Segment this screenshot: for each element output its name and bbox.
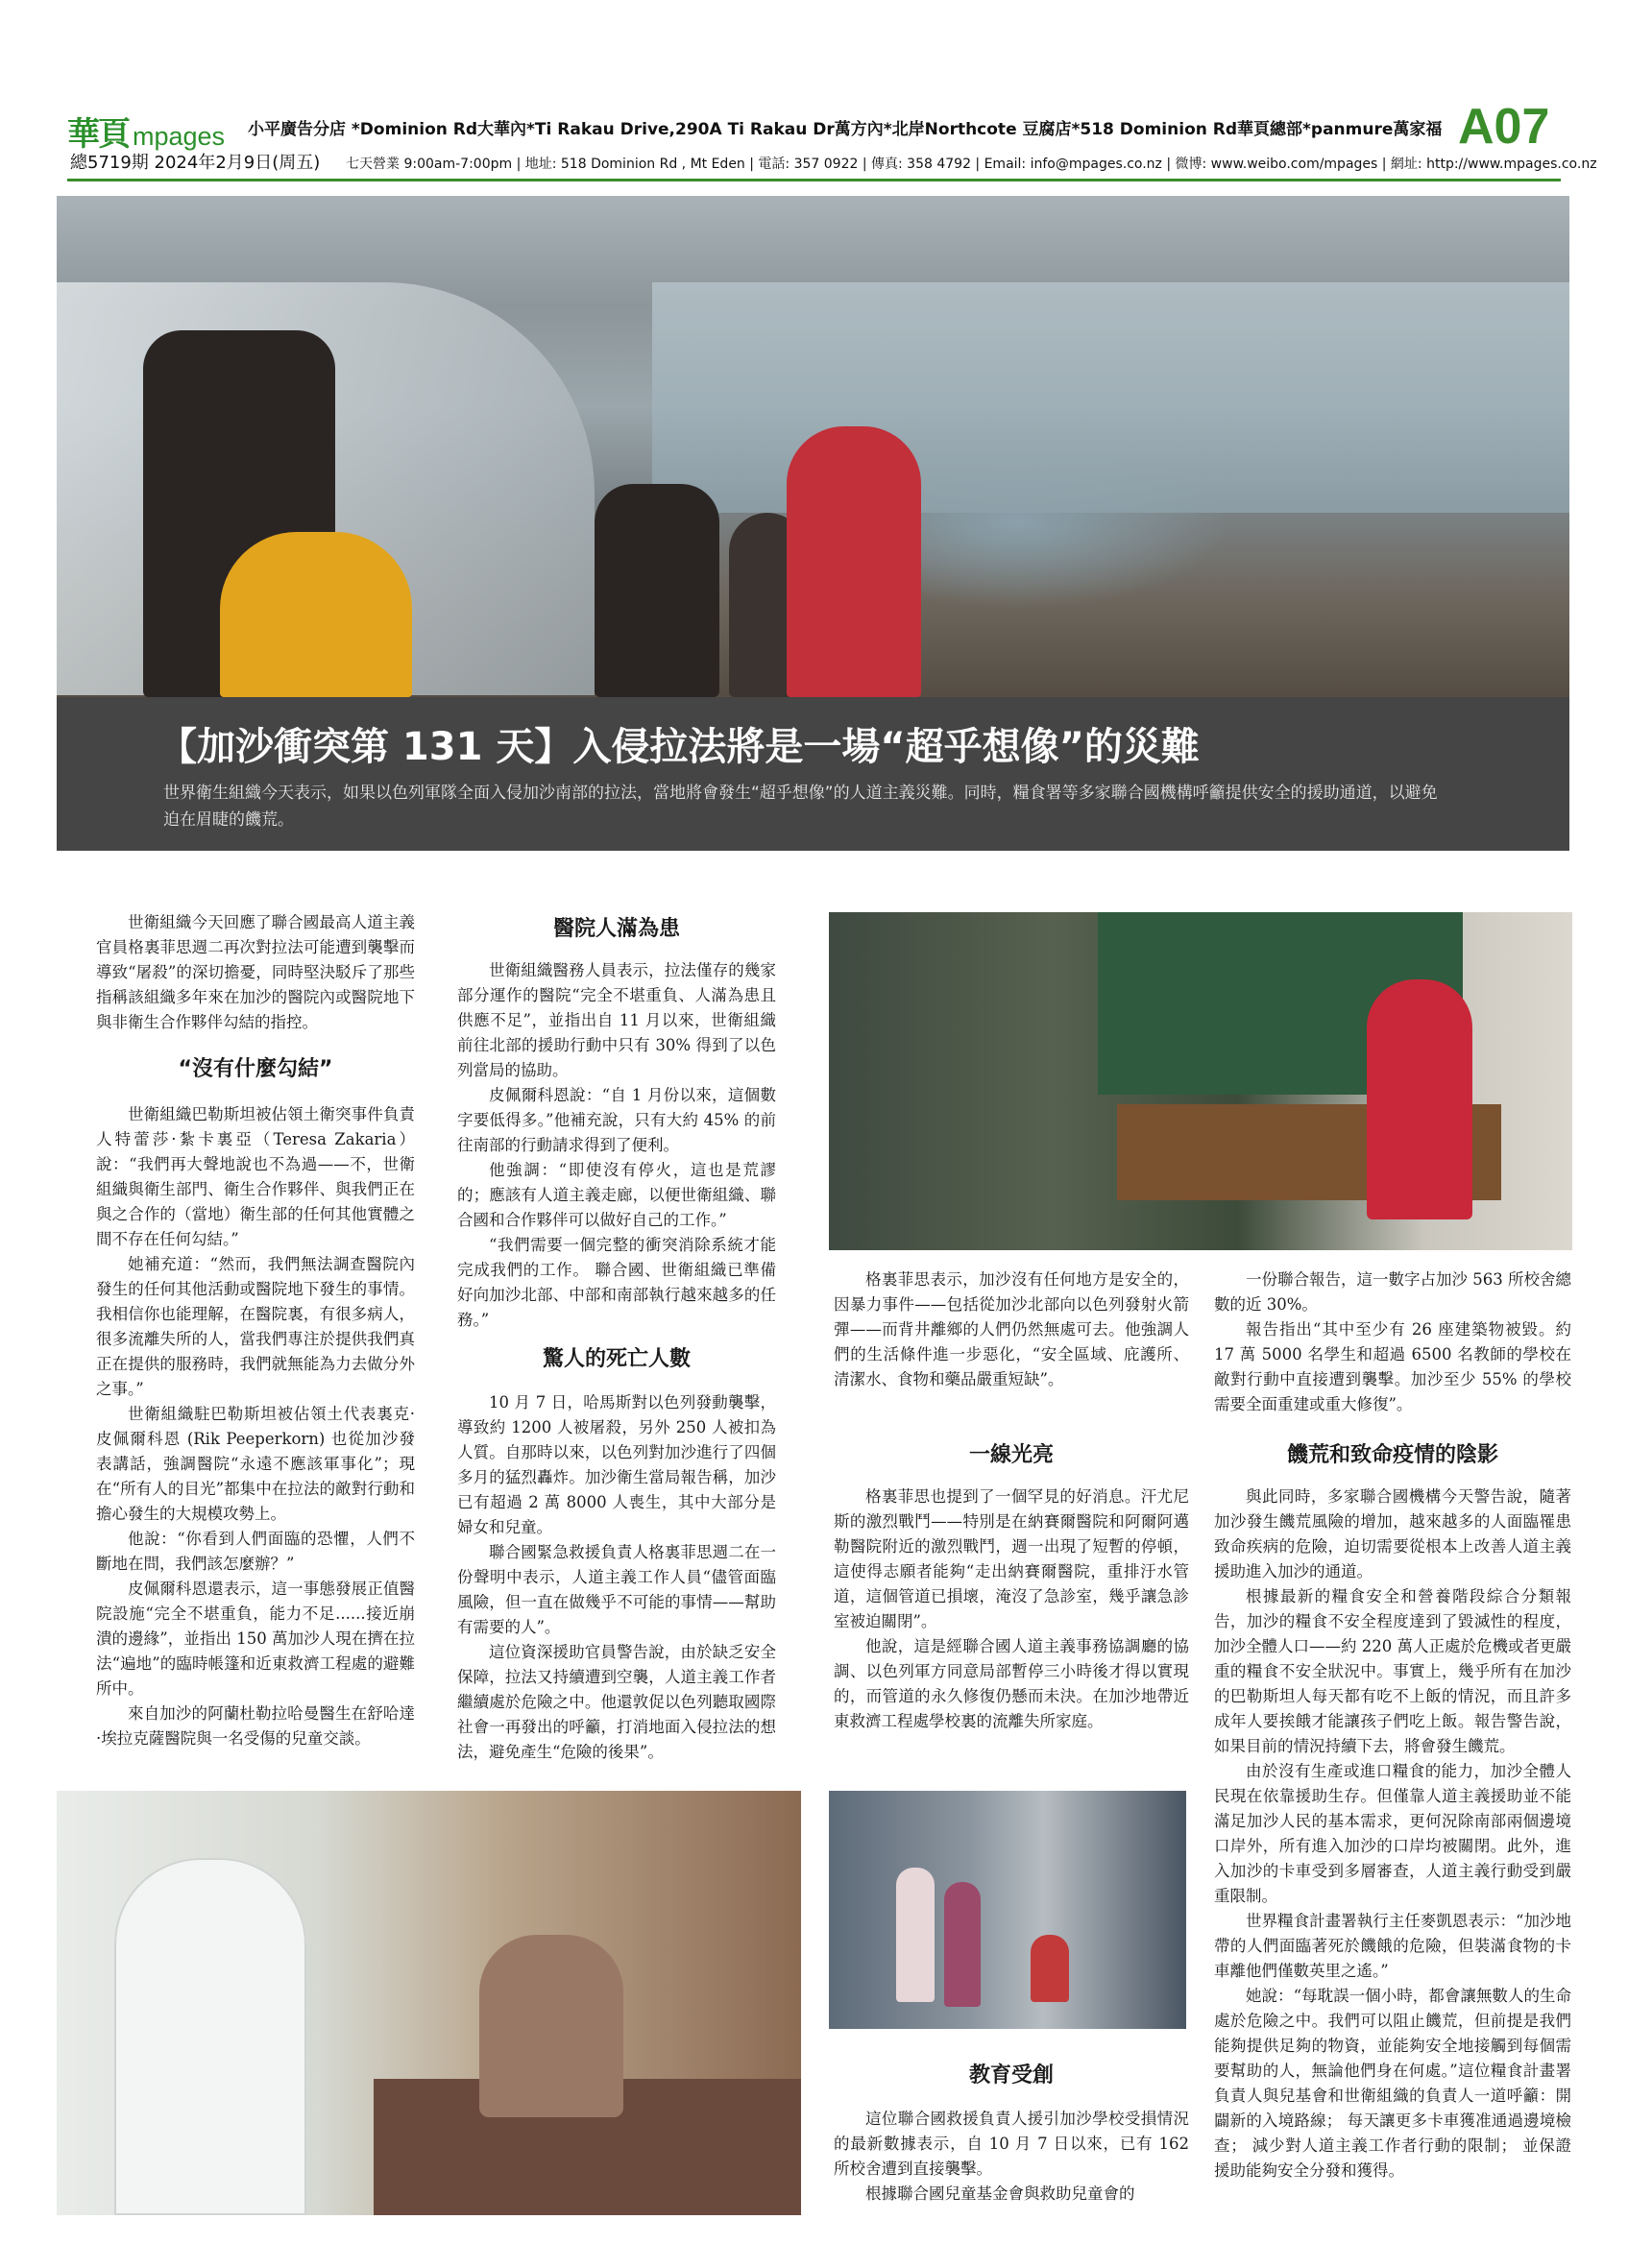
masthead-rule — [67, 179, 1561, 181]
paragraph: 她說：“每耽誤一個小時，都會讓無數人的生命處於危險之中。我們可以阻止饑荒，但前提是我們能夠提供足夠的物資，並能夠安全地接觸到每個需要幫助的人，無論他們身在何處。”這位糧食計畫署負責人與兒基會和世衛組織的負責人一道呼籲：開闢新的入境路線； 每天讓更多卡車獲准通過邊境檢查； 減少對人道主義工作者行動的限制； 並保證援助能夠安全分發和獲得。 — [1214, 1987, 1571, 2180]
paragraph: 他說，這是經聯合國人道主義事務協調廳的協調、以色列軍方同意局部暫停三小時後才得以實現的，而管道的永久修復仍懸而未決。在加沙地帶近東救濟工程處學校裏的流離失所家庭。 — [834, 1637, 1189, 1730]
figure-girl-red — [787, 426, 921, 697]
paragraph: 報告指出“其中至少有 26 座建築物被毀。約 17 萬 5000 名學生和超過 6500 名教師的學校在敵對行動中直接遭到襲擊。加沙至少 55% 的學校需要全面重建或重大修復”。 — [1214, 1320, 1571, 1413]
subheading-hospitals: 醫院人滿為患 — [552, 917, 680, 941]
hero-photo-camp-children — [57, 196, 1569, 697]
paragraph: 世衛組織巴勒斯坦被佔領土衛突事件負責人特蕾莎·紮卡裏亞（Teresa Zakaria）說：“我們再大聲地說也不為過——不，世衛組織與衛生部門、衛生合作夥伴、與我們正在與之合作的（當地）衛生部的任何其他實體之間不存在任何勾結。” — [96, 1105, 415, 1248]
figure-child — [896, 1868, 935, 2002]
paragraph: 世衛組織今天回應了聯合國最高人道主義官員格裏菲思週二再次對拉法可能遭到襲擊而導致“屠殺”的深切擔憂，同時堅決駁斥了那些指稱該組織多年來在加沙的醫院內或醫院地下與非衛生合作夥伴勾結的指控。 — [96, 913, 415, 1031]
paragraph: 世衛組織駐巴勒斯坦被佔領土代表裏克·皮佩爾科恩 (Rik Peeperkorn) 也從加沙發表講話，強調醫院“永遠不應該軍事化”；現在“所有人的目光”都集中在拉法的敵對行動和擔心發生的大規模攻勢上。 — [96, 1405, 415, 1523]
subheading-glimmer: 一線光亮 — [968, 1443, 1054, 1467]
subheading-famine: 饑荒和致命疫情的陰影 — [1286, 1443, 1498, 1467]
paragraph: 格裏菲思表示，加沙沒有任何地方是安全的，因暴力事件——包括從加沙北部向以色列發射火箭彈——而背井離鄉的人們仍然無處可去。他強調人們的生活條件進一步惡化，“安全區域、庇護所、清潔水、食物和藥品嚴重短缺”。 — [834, 1270, 1189, 1388]
figure-doctor — [114, 1858, 306, 2215]
paragraph: 根據最新的糧食安全和營養階段綜合分類報告，加沙的糧食不安全程度達到了毀滅性的程度，加沙全體人口——約 220 萬人正處於危機或者更嚴重的糧食不安全狀況中。事實上，幾乎所有在加沙的巴勒斯坦人每天都有吃不上飯的情況，而且許多成年人要挨餓才能讓孩子們吃上飯。報告警告說，如果目前的情況持續下去，將會發生饑荒。 — [1214, 1587, 1571, 1755]
page-number: A07 — [1458, 99, 1550, 155]
mpages-logo — [67, 108, 229, 152]
figure-child-yellow — [220, 532, 412, 697]
figure-injured-child — [479, 1935, 623, 2117]
column-3-bottom — [834, 2107, 1189, 2207]
paragraph: 來自加沙的阿蘭杜勒拉哈曼醫生在舒哈達·埃拉克薩醫院與一名受傷的兒童交談。 — [96, 1704, 415, 1748]
paragraph: 他說：“你看到人們面臨的恐懼，人們不斷地在問，我們該怎麼辦？” — [96, 1530, 415, 1573]
paragraph: 由於沒有生產或進口糧食的能力，加沙全體人民現在依靠援助生存。但僅靠人道主義援助並不能滿足加沙人民的基本需求，更何況除南部兩個邊境口岸外，所有進入加沙的口岸均被關閉。此外，進入加沙的卡車受到多層審查，人道主義行動受到嚴重限制。 — [1214, 1762, 1571, 1905]
column-2 — [457, 958, 776, 1333]
paragraph: 世衛組織醫務人員表示，拉法僅存的幾家部分運作的醫院“完全不堪重負、人滿為患且供應不足”，並指出自 11 月以來，世衛組織前往北部的援助行動中只有 30% 得到了以色列當局的協助。 — [457, 961, 776, 1079]
paragraph: “我們需要一個完整的衝突消除系統才能完成我們的工作。 聯合國、世衛組織已準備好向加沙北部、中部和南部執行越來越多的任務。” — [457, 1236, 776, 1329]
paragraph: 這位資深援助官員警告說，由於缺乏安全保障，拉法又持續遭到空襲，人道主義工作者繼續處於危險之中。他還敦促以色列聽取國際社會一再發出的呼籲，打消地面入侵拉法的想法，避免產生“危險的後果”。 — [457, 1643, 776, 1761]
logo-english: mpages — [133, 122, 226, 151]
school-corridor-photo — [829, 1791, 1186, 2029]
column-1-cont — [96, 1102, 415, 1751]
article-headline: 【加沙衝突第 131 天】入侵拉法將是一場“超乎想像”的災難 — [158, 725, 1200, 769]
paragraph: 10 月 7 日，哈馬斯對以色列發動襲擊，導致約 1200 人被屠殺，另外 250 人被扣為人質。自那時以來，以色列對加沙進行了四個多月的猛烈轟炸。加沙衛生當局報告稱，加沙已有超過 2 萬 8000 人喪生，其中大部分是婦女和兒童。 — [457, 1393, 776, 1536]
logo-chinese: 華頁 — [67, 115, 129, 154]
paragraph: 皮佩爾科恩說：“自 1 月份以來，這個數字要低得多。”他補充說，只有大約 45% 的前往南部的行動請求得到了便利。 — [457, 1086, 776, 1154]
hospital-photo — [57, 1791, 801, 2215]
figure-girl-dark — [595, 484, 719, 697]
article-lede: 世界衛生組織今天表示，如果以色列軍隊全面入侵加沙南部的拉法，當地將會發生“超乎想像”的人道主義災難。同時，糧食署等多家聯合國機構呼籲提供安全的援助通道，以避免迫在眉睫的饑荒。 — [163, 784, 1438, 830]
subheading-death-toll: 驚人的死亡人數 — [542, 1347, 691, 1371]
paragraph: 與此同時，多家聯合國機構今天警告說，隨著加沙發生饑荒風險的增加，越來越多的人面臨罹患致命疾病的危險，迫切需要從根本上改善人道主義援助進入加沙的通道。 — [1214, 1487, 1571, 1580]
subheading-education: 教育受創 — [968, 2063, 1054, 2087]
figure-child — [944, 1882, 981, 2007]
contact-line: 七天營業 9:00am-7:00pm | 地址: 518 Dominion Rd , Mt Eden | 電話: 357 0922 | 傳真: 358 4792 | Email: info@mpages.co.nz | 微博: www.weibo.com/mpages | 網址: http://www.mpages.co.nz — [346, 157, 1597, 172]
branch-list: 小平廣告分店 *Dominion Rd大華內*Ti Rakau Drive,290A Ti Rakau Dr萬方內*北岸Northcote 豆腐店*518 Dominion Rd華頁總部*panmure萬家福 — [248, 120, 1443, 139]
paragraph: 一份聯合報告，這一數字占加沙 563 所校舍總數的近 30%。 — [1214, 1270, 1571, 1314]
paragraph: 她補充道：“然而，我們無法調查醫院內發生的任何其他活動或醫院地下發生的事情。我相信你也能理解，在醫院裏，有很多病人，很多流離失所的人，當我們專注於提供我們真正在提供的服務時，我們就無能為力去做分外之事。” — [96, 1255, 415, 1398]
paragraph: 聯合國緊急救援負責人格裏菲思週二在一份聲明中表示，人道主義工作人員“儘管面臨風險，但一直在做幾乎不可能的事情——幫助有需要的人”。 — [457, 1543, 776, 1636]
paragraph: 根據聯合國兒童基金會與救助兒童會的 — [865, 2184, 1135, 2203]
paragraph: 這位聯合國救援負責人援引加沙學校受損情況的最新數據表示，自 10 月 7 日以來，已有 162 所校舍遭到直接襲擊。 — [834, 2110, 1189, 2178]
column-2-cont — [457, 1390, 776, 1765]
figure-girl-red-jacket — [1367, 979, 1472, 1219]
paragraph: 格裏菲思也提到了一個罕見的好消息。汗尤尼斯的激烈戰鬥——特別是在納賽爾醫院和阿爾阿邁勒醫院附近的激烈戰鬥，週一出現了短暫的停頓，這使得志願者能夠“走出納賽爾醫院，重排汙水管道，這個管道已損壞，淹沒了急診室，幾乎讓急診室被迫關閉”。 — [834, 1487, 1189, 1630]
paragraph: 皮佩爾科恩還表示，這一事態發展正值醫院設施“完全不堪重負，能力不足......接近崩潰的邊緣”，並指出 150 萬加沙人現在擠在拉法“遍地”的臨時帳篷和近東救濟工程處的避難所中。 — [96, 1580, 415, 1698]
column-4-cont — [1214, 1484, 1571, 2184]
column-3 — [834, 1267, 1189, 1392]
subheading-no-collusion: “沒有什麼勾結” — [178, 1057, 333, 1081]
column-4 — [1214, 1267, 1571, 1417]
paragraph: 世界糧食計畫署執行主任麥凱恩表示：“加沙地帶的人們面臨著死於饑餓的危險，但裝滿食物的卡車離他們僅數英里之遙。” — [1214, 1912, 1571, 1980]
classroom-photo — [829, 912, 1572, 1250]
column-3-cont — [834, 1484, 1189, 1734]
paragraph: 他強調：“即使沒有停火，這也是荒謬的；應該有人道主義走廊，以便世衛組織、聯合國和合作夥伴可以做好自己的工作。” — [457, 1161, 776, 1229]
figure-child — [1031, 1935, 1069, 2002]
issue-date: 總5719期 2024年2月9日(周五) — [70, 153, 321, 173]
column-1 — [96, 910, 415, 1035]
